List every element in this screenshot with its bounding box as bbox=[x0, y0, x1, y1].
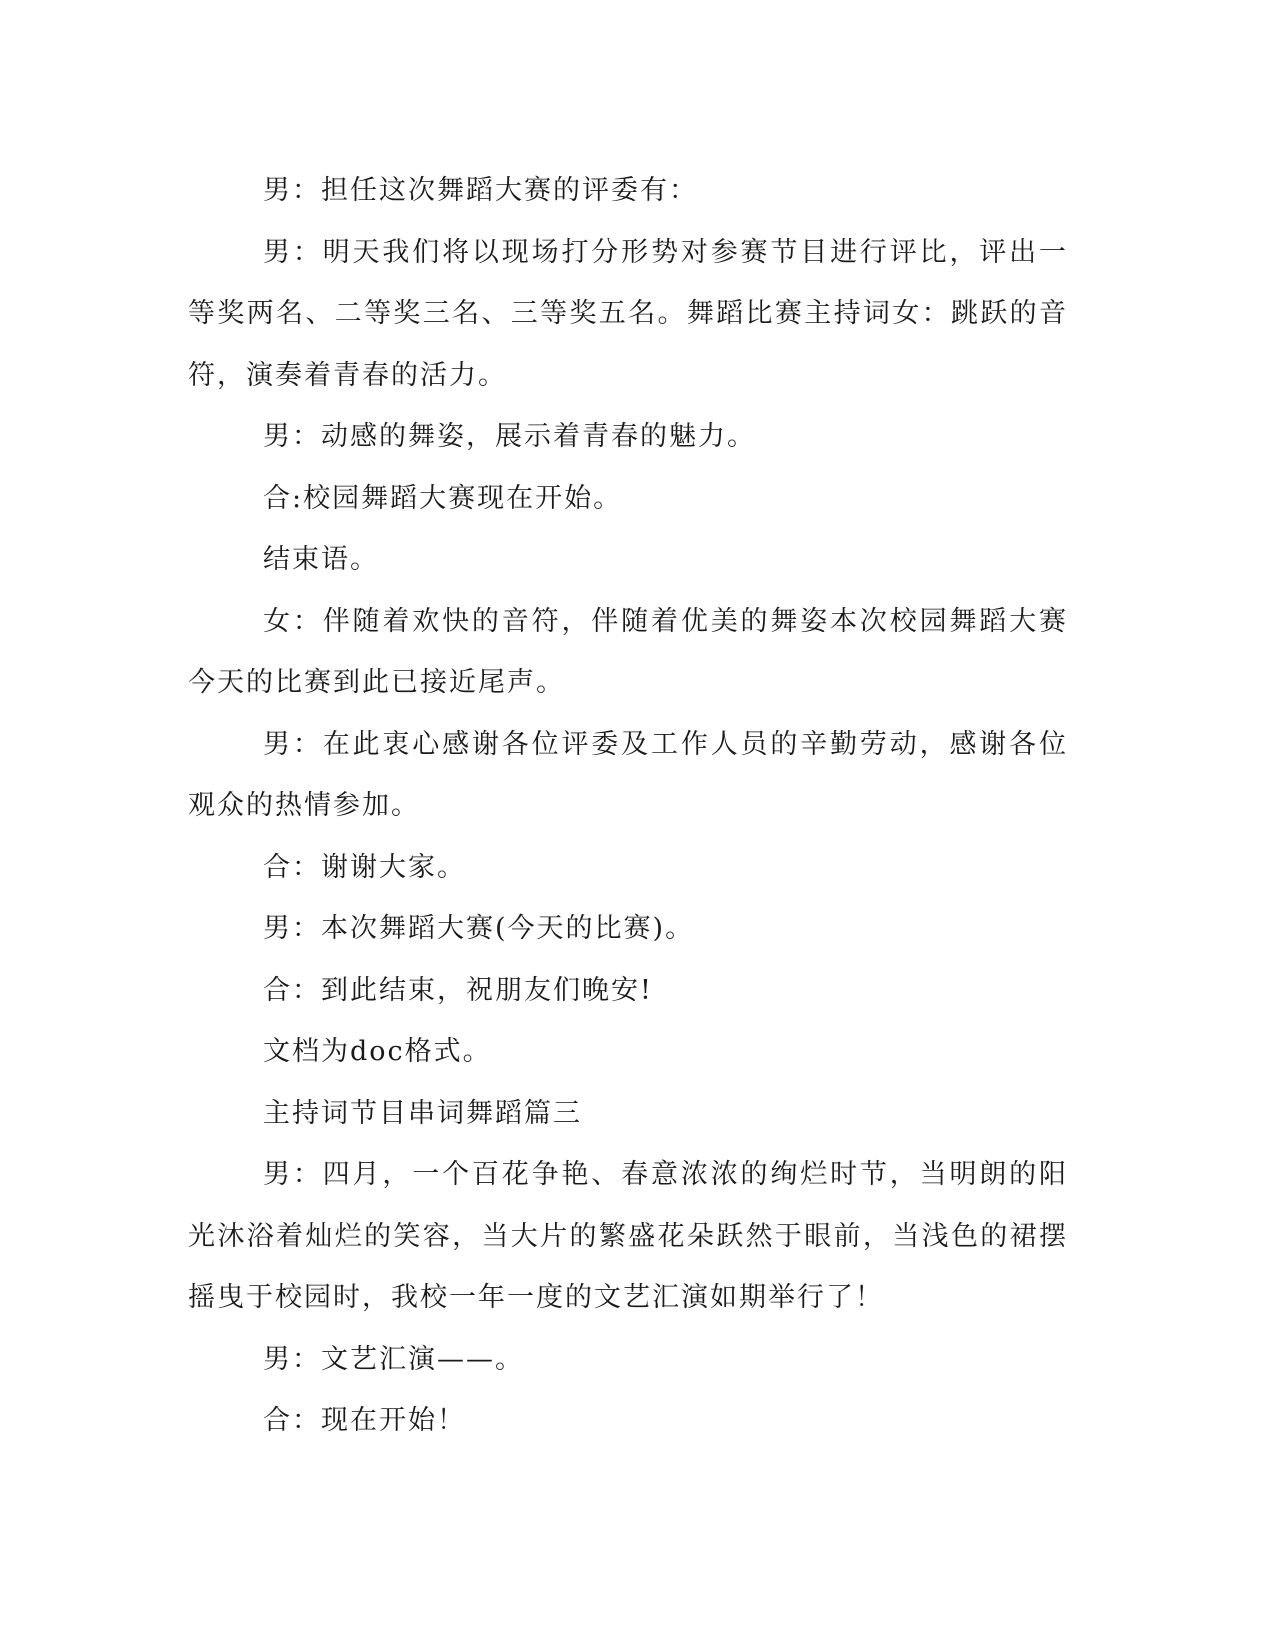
paragraph: 男：担任这次舞蹈大赛的评委有： bbox=[263, 175, 698, 206]
paragraph: 合：到此结束，祝朋友们晚安! bbox=[263, 974, 653, 1006]
paragraph: 男：动感的舞姿，展示着青春的魅力。 bbox=[263, 421, 756, 452]
section-heading: 主持词节目串词舞蹈篇三 bbox=[263, 1097, 582, 1129]
paragraph: 合：现在开始！ bbox=[263, 1405, 466, 1436]
paragraph: 合:校园舞蹈大赛现在开始。 bbox=[263, 482, 623, 514]
paragraph: 男：文艺汇演——。 bbox=[263, 1343, 524, 1375]
document-body bbox=[188, 160, 1068, 1452]
paragraph: 合：谢谢大家。 bbox=[263, 851, 466, 883]
paragraph: 男：四月，一个百花争艳、春意浓浓的绚烂时节，当明朗的阳光沐浴着灿烂的笑容，当大片的繁盛花朵跃然于眼前，当浅色的裙摆摇曳于校园时，我校一年一度的文艺汇演如期举行了！ bbox=[188, 1159, 1068, 1313]
paragraph: 男：本次舞蹈大赛(今天的比赛)。 bbox=[263, 913, 695, 944]
paragraph: 男：明天我们将以现场打分形势对参赛节目进行评比，评出一等奖两名、二等奖三名、三等奖五名。舞蹈比赛主持词女：跳跃的音符，演奏着青春的活力。 bbox=[188, 236, 1068, 391]
paragraph: 男：在此衷心感谢各位评委及工作人员的辛勤劳动，感谢各位观众的热情参加。 bbox=[188, 728, 1068, 821]
paragraph: 结束语。 bbox=[263, 544, 379, 575]
paragraph: 女：伴随着欢快的音符，伴随着优美的舞姿本次校园舞蹈大赛今天的比赛到此已接近尾声。 bbox=[188, 605, 1068, 698]
paragraph: 文档为doc格式。 bbox=[263, 1036, 492, 1067]
